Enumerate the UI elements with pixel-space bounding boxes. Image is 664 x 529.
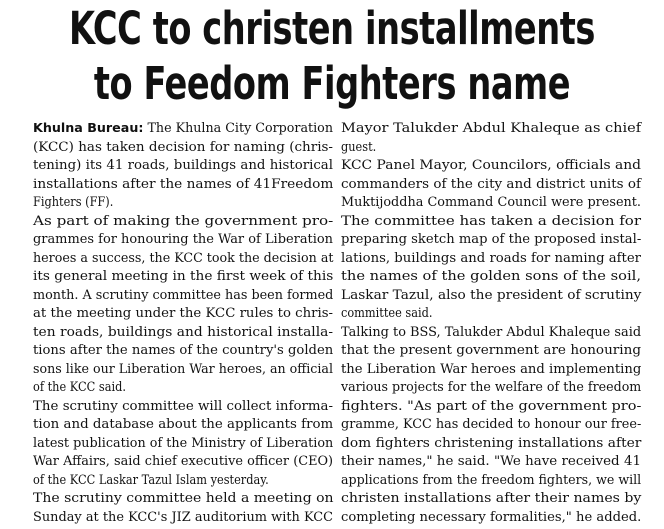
- text-line-content: that the present government are honouring: [341, 342, 641, 357]
- text-line: [33, 304, 333, 323]
- text-line: [341, 434, 641, 453]
- text-line-content: tions after the names of the country's golden: [33, 342, 334, 357]
- text-line: [341, 175, 641, 194]
- column-left: [33, 119, 333, 526]
- text-line-content: of the KCC Laskar Tazul Islam yesterday.: [33, 471, 269, 487]
- text-line-content: heroes a success, the KCC took the decision at: [33, 249, 334, 265]
- text-line-content: The committee has taken a decision for: [341, 212, 641, 228]
- text-line-content: lations, buildings and roads for naming after: [341, 249, 641, 265]
- text-line: [341, 471, 641, 490]
- text-line: [341, 360, 641, 379]
- text-line-content: grammes for honouring the War of Liberation: [33, 231, 333, 246]
- text-line: [33, 267, 333, 286]
- text-line: [341, 508, 641, 527]
- text-line-content: applications from the freedom fighters, we will: [341, 471, 642, 487]
- text-line: [341, 397, 641, 416]
- text-line-content: tening) its 41 roads, buildings and historical: [33, 157, 333, 172]
- text-line: [341, 267, 641, 286]
- text-line: [341, 119, 641, 138]
- text-line-content: christen installations after their names by: [341, 490, 642, 505]
- text-line-content: KCC Panel Mayor, Councilors, officials and: [341, 157, 642, 172]
- text-line: [33, 286, 333, 305]
- text-line: [341, 193, 641, 212]
- text-line-content: Fighters (FF).: [33, 194, 114, 209]
- text-line: [33, 212, 333, 231]
- text-line-content: commanders of the city and district units of: [341, 175, 641, 191]
- article-body: [33, 119, 641, 526]
- text-line: [33, 193, 113, 212]
- text-line-content: sons like our Liberation War heroes, an official: [33, 360, 334, 376]
- text-line-content: The Khulna City Corporation: [147, 120, 333, 135]
- text-line-content: The scrutiny committee held a meeting on: [33, 490, 334, 505]
- text-line-content: their names," he said. "We have received 41: [341, 453, 641, 468]
- text-line-content: As part of making the government pro-: [33, 212, 334, 228]
- text-line-content: The scrutiny committee will collect informa-: [33, 397, 333, 413]
- text-line: [33, 452, 333, 471]
- text-line-content: its general meeting in the first week of this: [33, 268, 334, 283]
- text-line-content: of the KCC said.: [33, 379, 126, 394]
- text-line-content: guest.: [341, 138, 377, 154]
- text-line: [341, 323, 641, 342]
- text-line: [33, 156, 333, 175]
- text-line-content: (KCC) has taken decision for naming (chris-: [33, 138, 333, 154]
- text-line: [33, 489, 333, 508]
- text-line: [33, 175, 333, 194]
- text-line: [341, 138, 376, 157]
- text-line-content: Muktijoddha Command Council were present.: [341, 194, 641, 209]
- headline-line-2: to Feedom Fighters name: [93, 57, 571, 110]
- text-line: [341, 415, 641, 434]
- text-line-content: War Affairs, said chief executive officer (CEO): [33, 453, 333, 468]
- text-line: [33, 230, 333, 249]
- text-line-content: gramme, KCC has decided to honour our free-: [341, 416, 642, 431]
- text-line-content: installations after the names of 41Freedom: [33, 175, 334, 191]
- text-line: [33, 341, 333, 360]
- text-line: [33, 471, 269, 490]
- headline: [0, 0, 664, 110]
- text-line: [33, 323, 333, 342]
- text-line: [341, 489, 641, 508]
- text-line: [33, 508, 333, 527]
- text-line: [341, 156, 641, 175]
- text-line: [341, 304, 433, 323]
- text-line-content: at the meeting under the KCC rules to chris-: [33, 305, 333, 320]
- text-line-content: fighters. "As part of the government pro-: [341, 397, 642, 413]
- text-line: [33, 378, 126, 397]
- text-line: [341, 341, 641, 360]
- text-line-content: ten roads, buildings and historical installa-: [33, 323, 333, 339]
- text-line-content: committee said.: [341, 305, 433, 320]
- text-line-content: Mayor Talukder Abdul Khaleque as chief: [341, 120, 642, 135]
- text-line: [341, 249, 641, 268]
- dateline: Khulna Bureau:: [33, 120, 144, 135]
- text-line: [33, 360, 333, 379]
- text-line-content: preparing sketch map of the proposed instal-: [341, 231, 642, 246]
- column-right: [341, 119, 641, 526]
- text-line-content: Laskar Tazul, also the president of scrutiny: [341, 286, 642, 302]
- text-line-content: latest publication of the Ministry of Liberation: [33, 434, 334, 450]
- text-line-content: Sunday at the KCC's JIZ auditorium with KCC: [33, 508, 333, 524]
- text-line: [341, 212, 641, 231]
- text-line-content: the names of the golden sons of the soil,: [341, 268, 641, 283]
- text-line: [341, 230, 641, 249]
- text-line: [341, 378, 641, 397]
- text-line: [33, 138, 333, 157]
- text-line: [33, 434, 333, 453]
- text-line: [341, 452, 641, 471]
- text-line: [33, 119, 333, 138]
- text-line: [33, 397, 333, 416]
- text-line-content: various projects for the welfare of the freedom: [341, 379, 642, 394]
- headline-line-1: KCC to christen installments: [68, 2, 596, 55]
- text-line-content: the Liberation War heroes and implementing: [341, 360, 642, 376]
- text-line-content: month. A scrutiny committee has been formed: [33, 286, 334, 302]
- text-line: [33, 249, 333, 268]
- text-line-content: Talking to BSS, Talukder Abdul Khaleque said: [341, 323, 642, 339]
- text-line-content: completing necessary formalities," he added.: [341, 508, 642, 524]
- text-line: [33, 415, 333, 434]
- text-line-content: dom fighters christening installations after: [341, 434, 642, 450]
- text-line: [341, 286, 641, 305]
- text-line-content: tion and database about the applicants from: [33, 416, 334, 431]
